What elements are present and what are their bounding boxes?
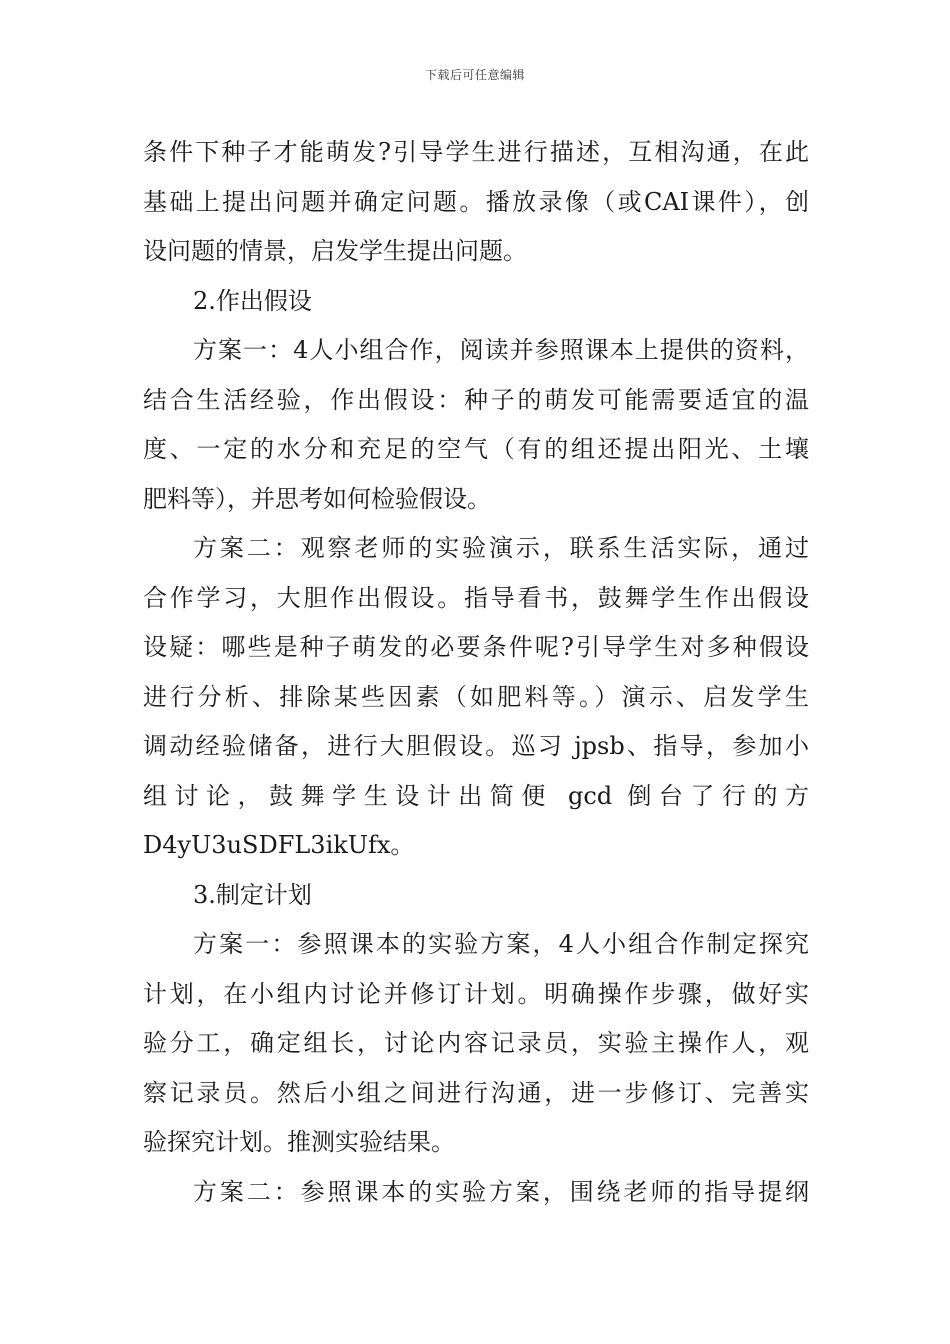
paragraph-line: 调动经验储备，进行大胆假设。巡习 jpsb、指导，参加小 [143,732,809,760]
paragraph-line: 基础上提出问题并确定问题。播放录像（或CAI课件），创 [143,187,809,216]
paragraph-line: 方案一：参照课本的实验方案，4人小组合作制定探究 [193,930,809,958]
paragraph-line: 方案二：参照课本的实验方案，围绕老师的指导提纲 [193,1177,809,1206]
paragraph-line: 度、一定的水分和充足的空气（有的组还提出阳光、土壤 [143,435,809,463]
paragraph-line: D4yU3uSDFL3ikUfx。 [143,831,415,859]
document-body [143,128,809,1217]
paragraph-line: 进行分析、排除某些因素（如肥料等。）演示、启发学生 [143,682,809,711]
paragraph-line: 方案一：4人小组合作，阅读并参照课本上提供的资料， [193,336,809,364]
paragraph-line: 验探究计划。推测实验结果。 [143,1128,455,1156]
paragraph-line: 合作学习，大胆作出假设。指导看书，鼓舞学生作出假设 [143,583,809,612]
page-header: 下载后可任意编辑 [424,68,525,82]
paragraph-line: 验分工，确定组长，讨论内容记录员，实验主操作人，观 [143,1029,809,1057]
section-heading: 2.作出假设 [193,286,312,315]
paragraph-line: 察记录员。然后小组之间进行沟通，进一步修订、完善实 [143,1078,809,1107]
section-heading: 3.制定计划 [193,880,312,909]
paragraph-line: 设问题的情景，启发学生提出问题。 [143,237,527,265]
paragraph-line: 肥料等），并思考如何检验假设。 [143,484,491,513]
paragraph-line: 设疑：哪些是种子萌发的必要条件呢?引导学生对多种假设 [143,633,809,661]
paragraph-line: 组讨论，鼓舞学生设计出简便 gcd 倒台了行的方 [143,781,809,810]
paragraph-line: 方案二：观察老师的实验演示，联系生活实际，通过 [193,534,809,562]
paragraph-line: 条件下种子才能萌发?引导学生进行描述，互相沟通，在此 [143,138,809,166]
paragraph-line: 结合生活经验，作出假设：种子的萌发可能需要适宜的温 [143,385,809,414]
paragraph-line: 计划，在小组内讨论并修订计划。明确操作步骤，做好实 [143,979,809,1008]
